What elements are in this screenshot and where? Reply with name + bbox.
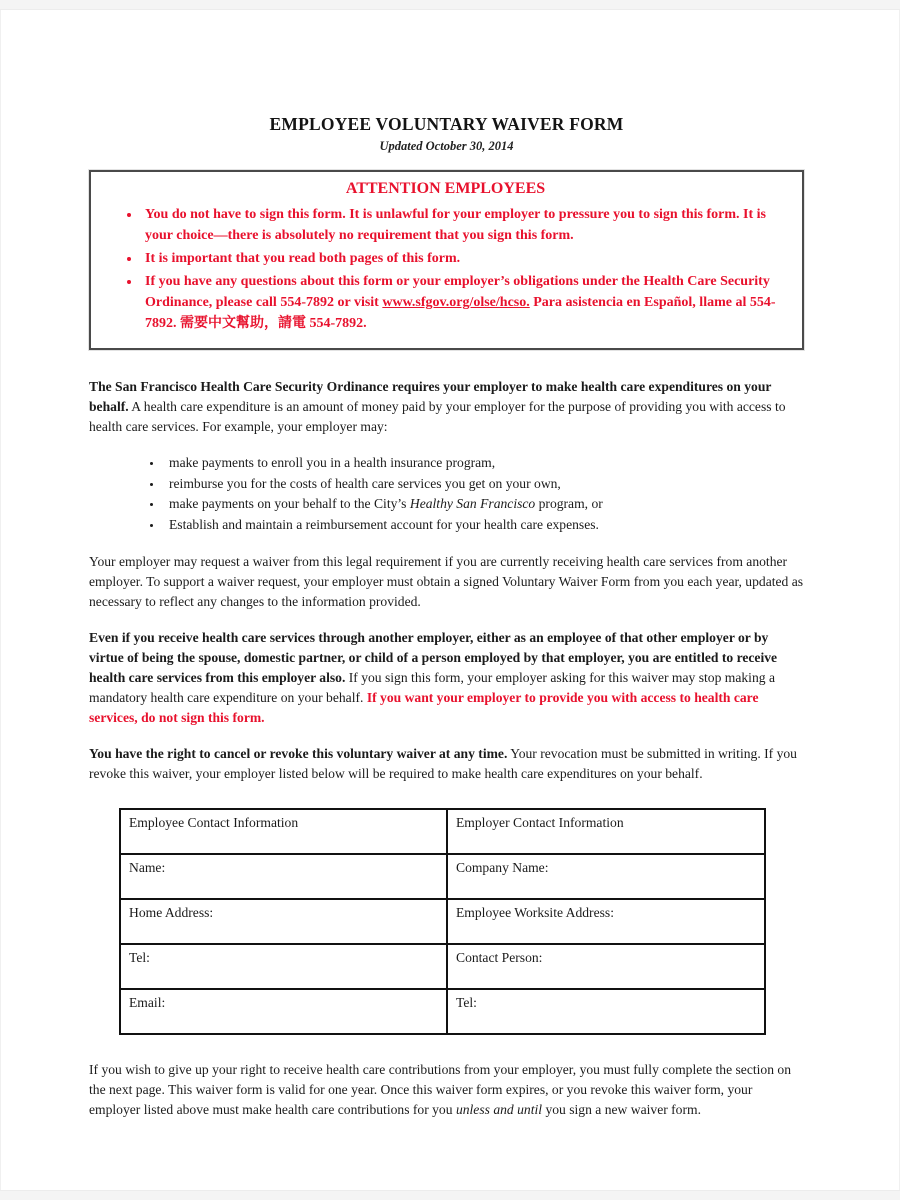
company-name-field: Company Name: (447, 854, 765, 899)
revoke-paragraph (89, 744, 804, 784)
attention-bullet-1-text: You do not have to sign this form. It is unlawful for your employer to pressure you to sign this form. It is your choice—there is absolutely no requirement that you sign this form. (145, 207, 766, 243)
home-address-field: Home Address: (120, 899, 447, 944)
table-row (120, 899, 765, 944)
attention-bullet-3-text-after: Para asistencia en Español, llame al 554-7892. 需要中文幫助，請電 554-7892. (145, 295, 776, 331)
example-item-2-text: reimburse you for the costs of health care services you get on your own, (169, 475, 561, 491)
attention-bullet-1 (141, 204, 786, 246)
closing-paragraph (89, 1060, 804, 1120)
example-item-1-text: make payments to enroll you in a health insurance program, (169, 455, 496, 470)
page-bottom-edge (0, 1190, 900, 1200)
employee-tel-field: Tel: (120, 944, 447, 989)
attention-bullet-2-text: It is important that you read both pages of this form. (145, 251, 461, 266)
intro-paragraph-bold: The San Francisco Health Care Security Ordinance requires your employer to make health care expenditures on your behalf. (89, 379, 772, 414)
table-row (120, 944, 765, 989)
closing-paragraph-post: you sign a new waiver form. (542, 1102, 701, 1117)
table-header-row (120, 809, 765, 854)
page-title: EMPLOYEE VOLUNTARY WAIVER FORM (269, 114, 624, 134)
attention-bullet-3 (141, 271, 786, 334)
example-item-4-text: Establish and maintain a reimbursement account for your health care expenses. (169, 516, 599, 532)
attention-box (89, 170, 804, 350)
employer-tel-field: Tel: (447, 989, 765, 1034)
example-item-3-text-pre: make payments on your behalf to the City’s (169, 496, 410, 511)
document-sheet (0, 10, 900, 1190)
employer-contact-header-cell: Employer Contact Information (447, 809, 765, 854)
hcso-website-link[interactable]: www.sfgov.org/olse/hcso. (382, 295, 530, 310)
employee-contact-header-cell: Employee Contact Information (120, 809, 447, 854)
expenditure-examples-list (89, 453, 804, 535)
updated-date: Updated October 30, 2014 (379, 139, 514, 153)
attention-heading: ATTENTION EMPLOYEES (345, 180, 546, 197)
attention-bullet-3-text-before: If you have any questions about this form or your employer’s obligations under the Health Care Security Ordinance, please call 554-7892 or visit (145, 274, 770, 310)
intro-paragraph (89, 377, 804, 437)
intro-paragraph-rest: A health care expenditure is an amount of money paid by your employer for the purpose of providing you with access to health care services. For example, your employer may: (89, 399, 786, 434)
employee-name-field: Name: (120, 854, 447, 899)
example-item-3-text-post: program, or (535, 496, 603, 511)
example-item-1 (163, 453, 804, 474)
even-if-paragraph-bold: Even if you receive health care services through another employer, either as an employee of that other employer or by virtue of being the spouse, domestic partner, or child of a person employed by that employer, you are entitled to receive health care services from this employer also. (89, 630, 778, 685)
revoke-paragraph-bold: You have the right to cancel or revoke this voluntary waiver at any time. (89, 746, 508, 761)
page-top-edge (0, 0, 900, 10)
even-if-paragraph-regular: If you sign this form, your employer asking for this waiver may stop making a mandatory health care expenditure on your behalf. (89, 670, 775, 705)
revoke-paragraph-regular: Your revocation must be submitted in writing. If you revoke this waiver, your employer listed below will be required to make health care expenditures on your behalf. (89, 746, 797, 781)
example-item-4 (163, 515, 804, 536)
document-content (89, 10, 804, 1120)
worksite-address-field: Employee Worksite Address: (447, 899, 765, 944)
attention-bullet-list (105, 204, 786, 334)
contact-info-table (119, 808, 766, 1035)
contact-person-field: Contact Person: (447, 944, 765, 989)
unless-and-until-italic: unless and until (455, 1102, 543, 1117)
closing-paragraph-pre: If you wish to give up your right to receive health care contributions from your employer, you must fully complete the section on the next page. This waiver form is valid for one year. Once this waiver form expires, or you revoke this waiver form, your employer listed above must make health care contributions for you (89, 1062, 792, 1117)
example-item-2 (163, 474, 804, 495)
employee-email-field: Email: (120, 989, 447, 1034)
healthy-sf-program-name: Healthy San Francisco (409, 496, 536, 511)
table-row (120, 989, 765, 1034)
table-row (120, 854, 765, 899)
example-item-3 (163, 494, 804, 515)
even-if-paragraph (89, 628, 804, 728)
waiver-request-paragraph: Your employer may request a waiver from this legal requirement if you are currently receiving health care services from another employer. To support a waiver request, your employer must obtain a signed Voluntary Waiver Form from you each year, updated as necessary to reflect any changes to the information provided. (89, 554, 804, 609)
attention-bullet-2 (141, 248, 786, 269)
do-not-sign-warning: If you want your employer to provide you with access to health care services, do not sign this form. (89, 690, 759, 725)
